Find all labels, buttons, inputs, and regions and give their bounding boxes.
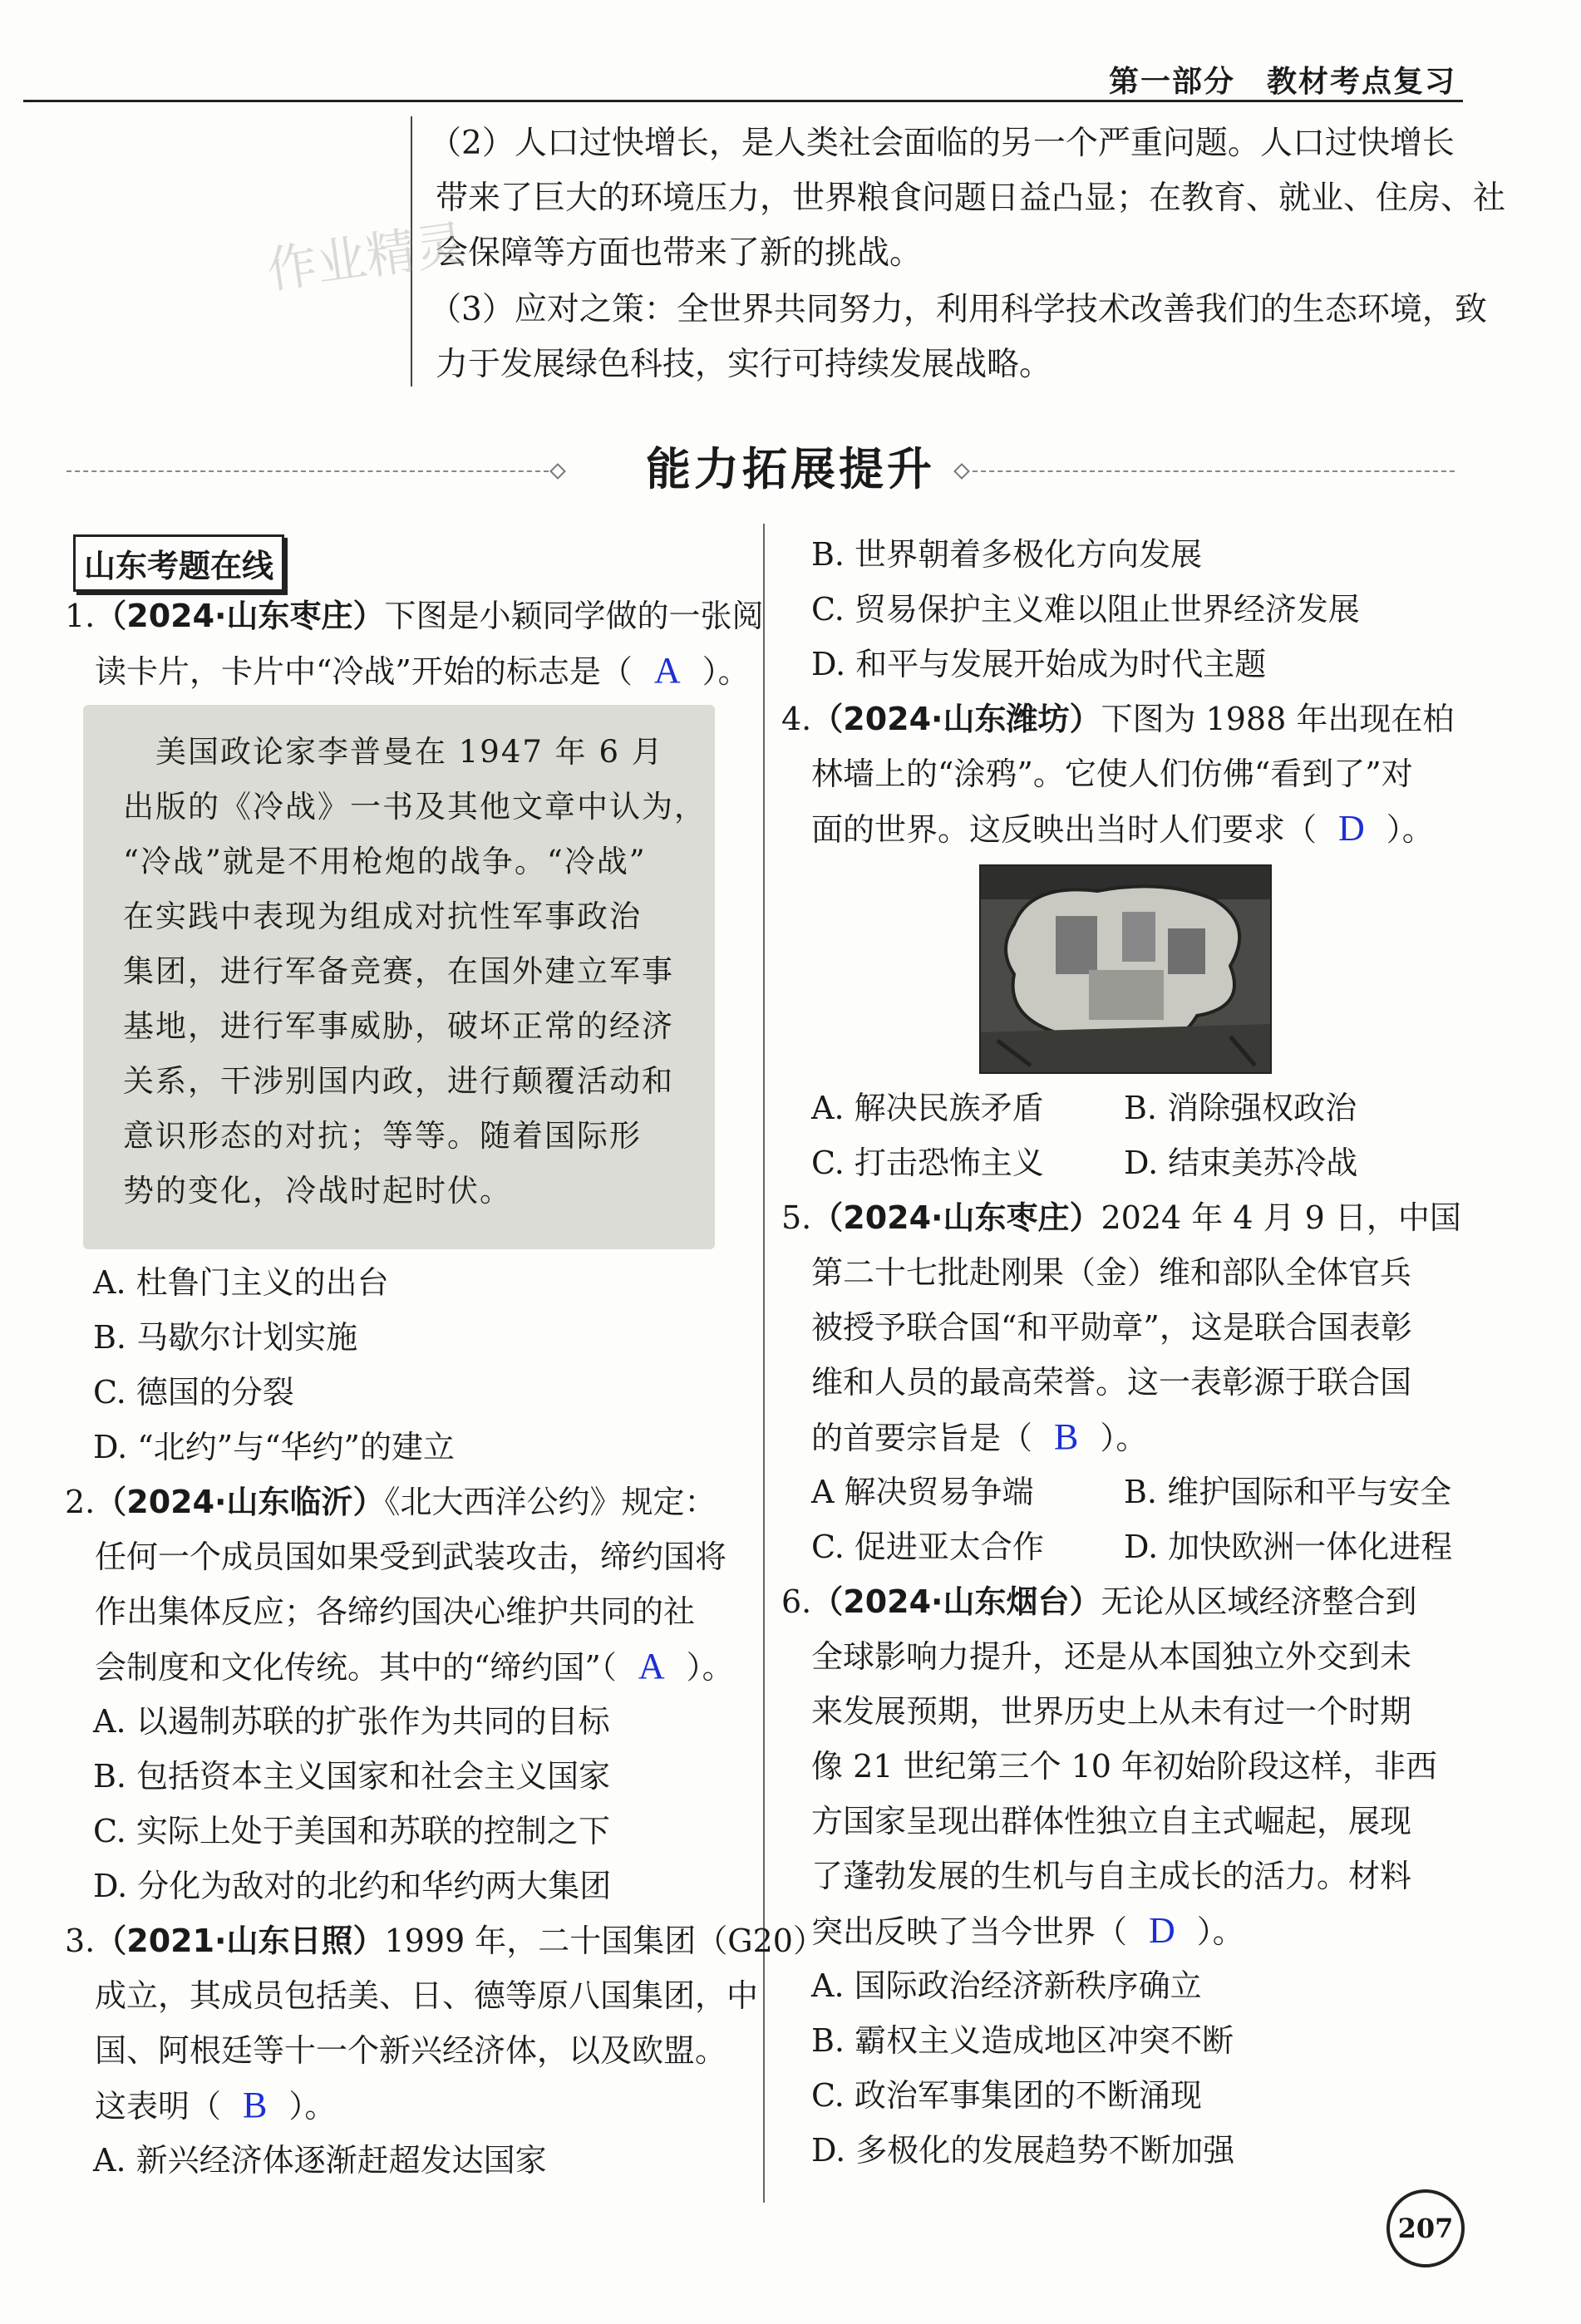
option: D. 分化为敌对的北约和华约两大集团 <box>93 1868 612 1904</box>
question-4-line <box>811 801 1434 857</box>
question-text: 1999 年，二十国集团（G20） <box>384 1923 825 1959</box>
question-text: ）。 <box>1196 1913 1244 1950</box>
section-label: 山东考题在线 <box>73 534 284 592</box>
option: D. “北约”与“华约”的建立 <box>93 1429 455 1465</box>
question-source: （2024·山东潍坊） <box>811 701 1101 737</box>
intro-line: 会保障等方面也带来了新的挑战。 <box>436 234 923 272</box>
answer-mark: B <box>1054 1416 1079 1457</box>
option: D. 结束美苏冷战 <box>1124 1145 1358 1181</box>
question-source: （2024·山东枣庄） <box>95 598 385 634</box>
header-rule <box>23 100 1463 102</box>
answer-mark: D <box>1338 808 1365 849</box>
option: C. 打击恐怖主义 <box>811 1145 1044 1181</box>
question-text: 突出反映了当今世界（ <box>811 1913 1128 1950</box>
question-6-line: 来发展预期，世界历史上从未有过一个时期 <box>811 1693 1412 1730</box>
question-2-line: 任何一个成员国如果受到武装攻击，缔约国将 <box>95 1539 727 1575</box>
answer-mark: B <box>243 2085 268 2125</box>
question-2-line <box>95 1639 734 1695</box>
option: C. 促进亚太合作 <box>811 1529 1044 1565</box>
question-number: 5. <box>781 1199 812 1236</box>
section-title: 能力拓展提升 <box>646 443 935 495</box>
card-line: 基地，进行军事威胁，破坏正常的经济 <box>123 1008 674 1044</box>
question-text: ）。 <box>702 653 750 690</box>
watermark: 作业精灵 <box>263 214 470 301</box>
question-text: ）。 <box>288 2088 337 2125</box>
question-text: 下图为 1988 年出现在柏 <box>1101 701 1455 737</box>
option: A. 以遏制苏联的扩张作为共同的目标 <box>93 1703 610 1740</box>
question-2 <box>65 1475 716 1529</box>
question-number: 6. <box>781 1583 812 1620</box>
question-source: （2024·山东临沂） <box>95 1484 385 1520</box>
berlin-wall-graffiti-photo <box>979 864 1272 1074</box>
option: A 解决贸易争端 <box>811 1474 1034 1510</box>
question-text: 面的世界。这反映出当时人们要求（ <box>811 811 1318 848</box>
card-line: 关系，干涉别国内政，进行颠覆活动和 <box>123 1063 674 1099</box>
answer-mark: A <box>638 1646 665 1686</box>
option: A. 解决民族矛盾 <box>811 1090 1044 1126</box>
option: A. 国际政治经济新秩序确立 <box>811 1967 1202 2004</box>
question-6-line: 方国家呈现出群体性独立自主式崛起，展现 <box>811 1803 1412 1839</box>
question-5-line: 维和人员的最高荣誉。这一表彰源于联合国 <box>811 1364 1412 1401</box>
question-6-line: 了蓬勃发展的生机与自主成长的活力。材料 <box>811 1858 1412 1894</box>
intro-line: 带来了巨大的环境压力，世界粮食问题日益凸显；在教育、就业、住房、社 <box>436 180 1506 217</box>
question-text: ）。 <box>1386 811 1434 848</box>
question-text: 《北大西洋公约》规定： <box>384 1484 717 1520</box>
question-source: （2024·山东烟台） <box>811 1583 1101 1620</box>
option: B. 维护国际和平与安全 <box>1124 1474 1452 1510</box>
card-line: “冷战”就是不用枪炮的战争。“冷战” <box>123 844 647 879</box>
question-1 <box>65 588 763 643</box>
answer-mark: D <box>1149 1910 1175 1951</box>
question-3-line: 成立，其成员包括美、日、德等原八国集团，中 <box>95 1977 759 2014</box>
reading-card <box>83 705 715 1249</box>
option: B. 马歇尔计划实施 <box>93 1319 358 1356</box>
question-text: 读卡片，卡片中“冷战”开始的标志是（ <box>95 653 633 690</box>
intro-line: （3）应对之策：全世界共同努力，利用科学技术改善我们的生态环境，致 <box>429 291 1487 328</box>
option: A. 杜鲁门主义的出台 <box>93 1264 389 1301</box>
option: C. 贸易保护主义难以阻止世界经济发展 <box>811 591 1360 628</box>
question-4-line: 林墙上的“涂鸦”。它使人们仿佛“看到了”对 <box>811 756 1413 792</box>
question-source: （2021·山东日照） <box>95 1923 385 1959</box>
question-number: 1. <box>65 598 96 634</box>
question-text: 无论从区域经济整合到 <box>1101 1583 1417 1620</box>
card-line: 在实践中表现为组成对抗性军事政治 <box>123 899 642 934</box>
question-text: 这表明（ <box>95 2088 222 2125</box>
question-text: ）。 <box>686 1649 734 1686</box>
card-line: 出版的《冷战》一书及其他文章中认为， <box>123 789 707 825</box>
option: A. 新兴经济体逐渐赶超发达国家 <box>93 2142 547 2179</box>
question-3 <box>65 1913 825 1968</box>
answer-mark: A <box>653 650 681 691</box>
intro-line: （2）人口过快增长，是人类社会面临的另一个严重问题。人口过快增长 <box>429 125 1455 162</box>
option: C. 政治军事集团的不断涌现 <box>811 2077 1202 2114</box>
question-text: 2024 年 4 月 9 日，中国 <box>1101 1199 1461 1236</box>
option: B. 世界朝着多极化方向发展 <box>811 536 1203 573</box>
question-3-line: 国、阿根廷等十一个新兴经济体，以及欧盟。 <box>95 2032 727 2069</box>
card-line: 意识形态的对抗；等等。随着国际形 <box>123 1118 642 1154</box>
question-2-line: 作出集体反应；各缔约国决心维护共同的社 <box>95 1593 696 1630</box>
question-text: 的首要宗旨是（ <box>811 1420 1033 1456</box>
question-text: 下图是小颖同学做的一张阅 <box>384 598 764 634</box>
question-4 <box>781 692 1454 746</box>
option: B. 包括资本主义国家和社会主义国家 <box>93 1758 611 1795</box>
question-5 <box>781 1190 1461 1245</box>
graffiti-illustration <box>981 866 1270 1072</box>
question-1-line <box>95 643 750 699</box>
question-number: 3. <box>65 1923 96 1959</box>
question-5-line <box>811 1410 1147 1465</box>
intro-line: 力于发展绿色科技，实行可持续发展战略。 <box>436 346 1052 383</box>
question-6-line: 全球影响力提升，还是从本国独立外交到未 <box>811 1638 1412 1675</box>
option: D. 多极化的发展趋势不断加强 <box>811 2132 1235 2169</box>
card-line: 美国政论家李普曼在 1947 年 6 月 <box>123 734 664 770</box>
page-number: 207 <box>1386 2189 1465 2267</box>
title-dash-right <box>973 470 1455 472</box>
option: C. 实际上处于美国和苏联的控制之下 <box>93 1813 610 1849</box>
question-text: 会制度和文化传统。其中的“缔约国”（ <box>95 1649 617 1686</box>
question-text: ）。 <box>1100 1420 1148 1456</box>
question-number: 2. <box>65 1484 96 1520</box>
option: D. 和平与发展开始成为时代主题 <box>811 646 1267 682</box>
option: C. 德国的分裂 <box>93 1374 294 1411</box>
question-6-line: 像 21 世纪第三个 10 年初始阶段这样，非西 <box>811 1748 1438 1785</box>
option: B. 消除强权政治 <box>1124 1090 1357 1126</box>
question-5-line: 被授予联合国“和平勋章”，这是联合国表彰 <box>811 1309 1412 1346</box>
question-6-line <box>811 1903 1244 1959</box>
question-number: 4. <box>781 701 812 737</box>
running-header: 第一部分 教材考点复习 <box>1108 65 1456 99</box>
option: B. 霸权主义造成地区冲突不断 <box>811 2022 1234 2059</box>
option: D. 加快欧洲一体化进程 <box>1124 1529 1453 1565</box>
question-5-line: 第二十七批赴刚果（金）维和部队全体官兵 <box>811 1254 1412 1291</box>
question-source: （2024·山东枣庄） <box>811 1199 1101 1236</box>
card-line: 势的变化，冷战时起时伏。 <box>123 1173 512 1209</box>
card-line: 集团，进行军备竞赛，在国外建立军事 <box>123 953 674 989</box>
question-3-line <box>95 2078 336 2134</box>
question-6 <box>781 1574 1416 1629</box>
